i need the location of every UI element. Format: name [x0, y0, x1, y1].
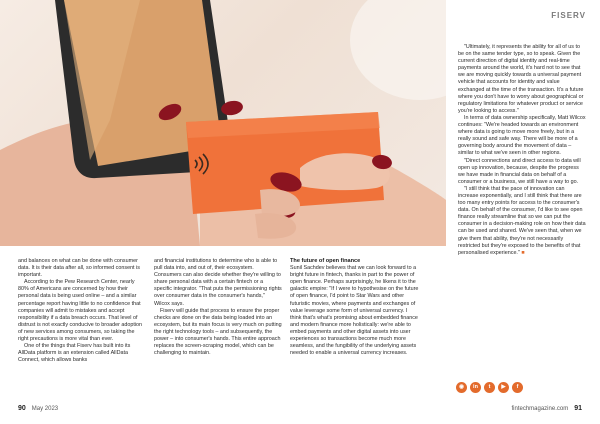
paragraph: "Ultimately, it represents the ability for all of us to be on the same tender type, so to speak. Given the current direction of digital identity and real-time payments around the world, it's hard not to see that we are moving quickly towards a universal payment vehicle that accounts for identity and value exchanged at the time of the transaction. It's a future where you don't have to worry about geographical or regulatory limitations for whatever product or service you're looking to access."	[458, 44, 584, 114]
twitter-icon[interactable]: t	[484, 382, 495, 393]
footer-right	[512, 405, 583, 412]
paragraph: and financial institutions to determine who is able to pull data into, and out of, their ecosystem. Consumers can also decide whether they're willing to share personal data with a certain fintech or a specific integrator. "That puts the permissioning rights over consumer data in the consumer's hands," Wilcox says.	[154, 258, 282, 307]
paragraph: Fiserv will guide that process to ensure the proper checks are done on the data being loaded into an ecosystem, but its main focus is very much on putting the right technology tools – and subsequently, the power – into consumer's hands. This entire approach replaces the screen-scraping model, which can be challenging to maintain.	[154, 307, 282, 357]
youtube-icon[interactable]: ▶	[498, 382, 509, 393]
issue-date: May 2023	[31, 406, 59, 412]
paragraph: According to the Pew Research Center, nearly 80% of Americans are concerned by how their personal data is being used online – and a similar percentage report having little to no confidence that companies will admit to mistakes and accept responsibility if a data breach occurs. That level of distrust is not exactly conducive to broader adoption of new services among consumers, so taking the right precautions is more vital than ever.	[18, 279, 143, 343]
section-heading: The future of open finance	[290, 258, 361, 264]
facebook-icon[interactable]: f	[512, 382, 523, 393]
hands-phone-card-illustration	[0, 0, 446, 246]
paragraph: In terms of data ownership specifically, Matt Wilcox continues: "We're headed towards an environment where data is going to move more freely, but in a really sound and safe way. There will be more of a governing body around the movement of data – similar to what we've seen in other regions.	[458, 114, 586, 157]
paragraph: and balances on what can be done with consumer data. It is their data after all, so informed consent is important.	[18, 258, 140, 279]
social-links	[456, 382, 523, 393]
paragraph: "Direct connections and direct access to data will open up innovation, because, despite the progress we have made in financial data on behalf of a consumer or a business, we still have a way to go.	[458, 157, 581, 185]
paragraph: Sunil Sachdev believes that we can look forward to a bright future in fintech, thanks in part to the power of open finance. Perhaps surprisingly, he likens it to the galactic empire: "If I were to hypothesise on the future of open finance, I'd point to Star Wars and other futuristic movies, where payments and exchanges of value leverage some form of universal currency. I think that's what's promising about embedded finance and modern finance more holistically: we're able to embed payments and other digital assets into user experiences so transactions become much more seamless, and the fungibility of the underlying assets needed to enable a universal currency increases.	[290, 265, 419, 357]
masthead-brand: FISERV	[551, 11, 586, 20]
article-column-2	[154, 258, 282, 357]
site-url[interactable]: fintechmagazine.com	[511, 406, 569, 412]
article-column-4	[458, 44, 586, 257]
hero-photo	[0, 0, 446, 246]
article-column-1	[18, 258, 146, 364]
article-column-3	[290, 258, 420, 357]
linkedin-icon[interactable]: in	[470, 382, 481, 393]
page-number: 90	[18, 405, 26, 412]
podcast-icon[interactable]: ◉	[456, 382, 467, 393]
footer-left	[18, 405, 58, 412]
page-number: 91	[574, 405, 582, 412]
paragraph: One of the things that Fiserv has built into its AllData platform is an extension called AllData Connect, which allows banks	[18, 343, 131, 364]
paragraph	[458, 186, 586, 257]
end-of-article-mark: ■	[521, 249, 525, 256]
paragraph-text: "I still think that the pace of innovation can increase exponentially, and I still think that there are too many entry points for access to the consumer's data. On behalf of the consumer, I'd like to see open finance really streamline that so we can put the consumer in a decision-making role on how their data can be used and shared. We've seen that, when we give them that ability, they're not necessarily restricted but they're exposed to the benefits of that personalised experience."	[458, 185, 586, 256]
